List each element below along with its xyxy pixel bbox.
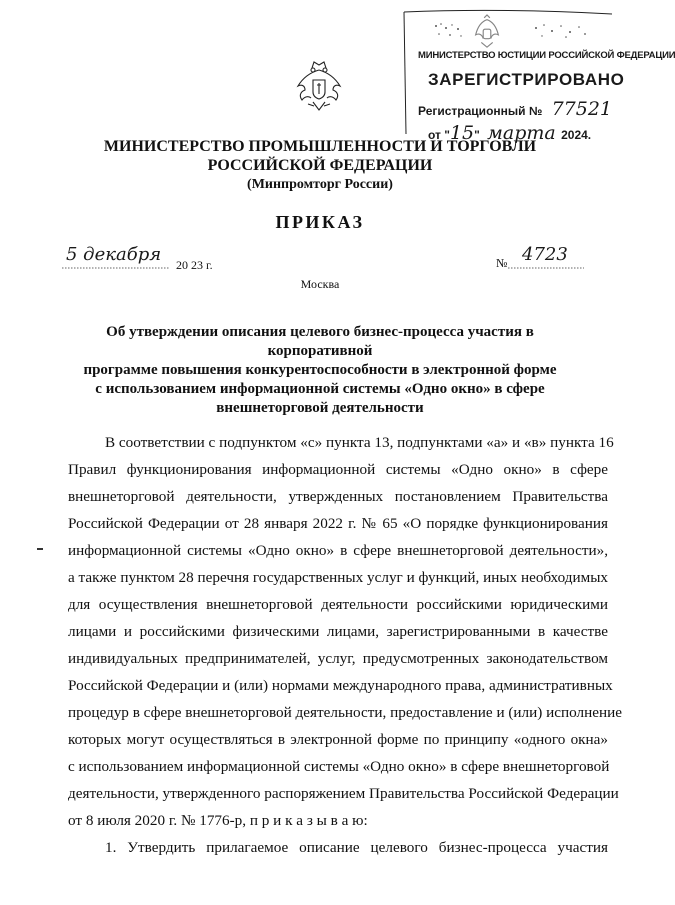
number-underline [508,266,584,270]
body-line: для осуществления внешнеторговой деятельности российскими юридическими [68,596,608,613]
body-line: процедур в сфере внешнеторговой деятельности, предоставление и (или) исполнение [68,704,622,721]
subject-line: с использованием информационной системы «Одно окно» в сфере [95,381,545,397]
stamp-reg-number: 77521 [551,98,613,120]
stamp-authority: МИНИСТЕРСТВО ЮСТИЦИИ РОССИЙСКОЙ ФЕДЕРАЦИИ [418,50,675,61]
stamp-reg-label: Регистрационный № [418,104,543,118]
stamp-date-month: марта [487,122,556,144]
body-line: информационной системы «Одно окно» в сфере внешнеторговой деятельности», [68,542,608,559]
subject-line: Об утверждении описания целевого бизнес-процесса участия в корпоративной [106,324,534,359]
ministry-short-name: (Минпромторг России) [247,177,393,192]
margin-mark [37,548,43,550]
body-line: от 8 июля 2020 г. № 1776-р, п р и к а з ы в а ю: [68,812,368,829]
stamp-registered: ЗАРЕГИСТРИРОВАНО [428,70,625,89]
body-line: Российской Федерации от 28 января 2022 г. № 65 «О порядке функционирования [68,515,608,532]
stamp-speckle-mark [530,20,590,42]
subject-line: внешнеторговой деятельности [216,400,424,416]
body-line: Правил функционирования информационной системы «Одно окно» в сфере [68,461,608,478]
document-type-title: ПРИКАЗ [275,212,365,232]
body-line: В соответствии с подпунктом «с» пункта 13, подпунктами «а» и «в» пункта 16 [105,434,614,451]
ministry-name-line1: МИНИСТЕРСТВО ПРОМЫШЛЕННОСТИ И ТОРГОВЛИ [103,138,537,155]
stamp-date-day: 15 [449,122,475,144]
order-subject [60,323,580,418]
order-date-year: 20 23 г. [176,258,213,272]
body-line: а также пунктом 28 перечня государственных услуг и функций, иных необходимых [68,569,608,586]
stamp-date-quote: " [474,128,480,142]
coat-of-arms-icon [292,58,346,116]
stamp-date-prefix: от " [428,128,450,142]
subject-line: программе повышения конкурентоспособности в электронной форме [83,362,557,378]
stamp-registration-number [418,98,612,120]
body-line: внешнеторговой деятельности, утвержденных постановлением Правительства [68,488,608,505]
city-of-issue: Москва [300,277,340,291]
body-line: с использованием информационной системы «Одно окно» в сфере внешнеторговой [68,758,610,775]
stamp-date-year: 2024. [561,128,592,142]
ministry-name-line2: РОССИЙСКОЙ ФЕДЕРАЦИИ [207,157,433,174]
body-line: лицами и российскими физическими лицами, зарегистрированными в качестве [68,623,608,640]
body-line: деятельности, утвержденного распоряжением Правительства Российской Федерации [68,785,619,802]
order-number-label: № [496,256,508,270]
stamp-speckle-mark [432,20,466,42]
body-line: индивидуальных предпринимателей, услуг, предусмотренных законодательством [68,650,608,667]
stamp-eagle-emblem-icon [468,14,506,50]
body-line: 1. Утвердить прилагаемое описание целевого бизнес-процесса участия [105,839,608,856]
body-line: Российской Федерации и (или) нормами международного права, административных [68,677,613,694]
order-date-handwritten: 5 декабря [66,244,162,265]
body-line: которых могут осуществляться в электронной форме по принципу «одного окна» [68,731,608,748]
order-number-handwritten: 4723 [522,244,568,265]
